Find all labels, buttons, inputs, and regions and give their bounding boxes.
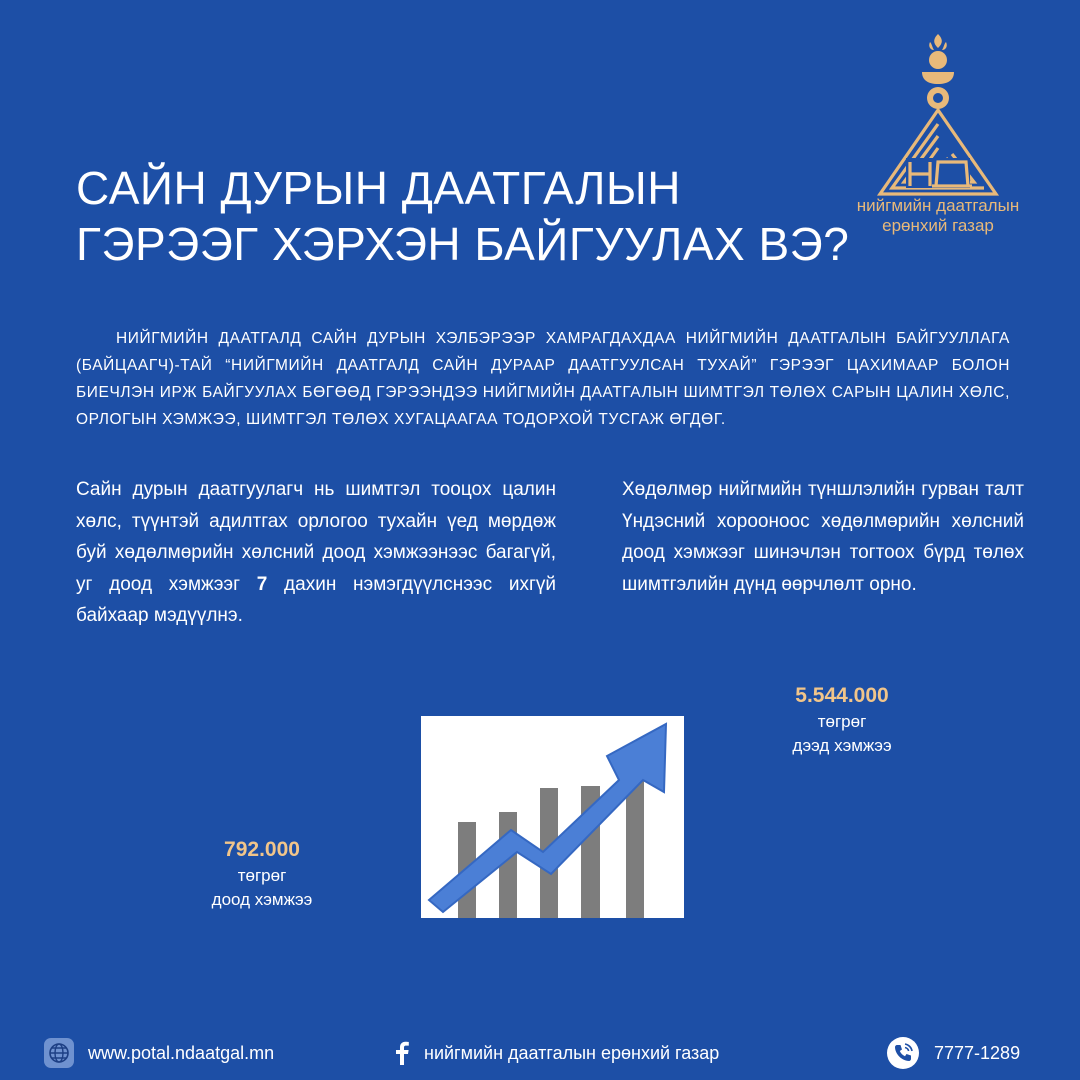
- phone-icon: [886, 1036, 920, 1070]
- min-amount-label: доод хэмжээ: [211, 890, 313, 909]
- title-line-2: ГЭРЭЭГ ХЭРХЭН БАЙГУУЛАХ ВЭ?: [76, 218, 850, 270]
- footer-phone-text: 7777-1289: [934, 1042, 1021, 1063]
- min-amount-unit: төгрөг: [237, 866, 287, 885]
- footer-website-link[interactable]: [44, 1026, 274, 1080]
- page-title: [76, 160, 849, 272]
- left-column-text: [76, 474, 556, 632]
- max-amount-unit: төгрөг: [817, 712, 867, 731]
- footer-facebook-text: нийгмийн даатгалын ерөнхий газар: [424, 1042, 720, 1063]
- multiplier-number: 7: [256, 573, 268, 595]
- soyombo-logo-icon: [876, 30, 1000, 198]
- left-column-text-end: дахин нэмэгдүүлснээс ихгүй байхаар мэдүүлнэ.: [76, 573, 556, 626]
- max-amount-value: 5.544.000: [795, 684, 889, 707]
- max-amount-stat: [762, 682, 922, 758]
- logo-caption: [838, 196, 1038, 236]
- footer-facebook-link[interactable]: [394, 1026, 719, 1080]
- logo-caption-line-1: нийгмийн даатгалын: [856, 196, 1020, 215]
- left-column-text-start: Сайн дурын даатгуулагч нь шимтгэл тооцох цалин хөлс, түүнтэй адилтгах орлогоо тухайн үед мөрдөж буй хөдөлмөрийн хөлсний доод хэмжээнээс багагүй, уг доод хэмжээг: [76, 479, 556, 595]
- right-column-text: Хөдөлмөр нийгмийн түншлэлийн гурван талт Үндэсний хорооноос хөдөлмөрийн хөлсний доод хэмжээг шинэчлэн тогтоох бүрд төлөх шимтгэлийн дүнд өөрчлөлт орно.: [622, 479, 1024, 595]
- footer-website-text: www.potal.ndaatgal.mn: [88, 1042, 275, 1063]
- title-line-1: САЙН ДУРЫН ДААТГАЛЫН: [76, 162, 681, 214]
- footer-phone-link[interactable]: [886, 1026, 1020, 1080]
- intro-paragraph: НИЙГМИЙН ДААТГАЛД САЙН ДУРЫН ХЭЛБЭРЭЭР ХАМРАГДАХДАА НИЙГМИЙН ДААТГАЛЫН БАЙГУУЛЛАГА (БАЙЦААГЧ)-ТАЙ “НИЙГМИЙН ДААТГАЛД САЙН ДУРААР ДААТГУУЛСАН ТУХАЙ” ГЭРЭЭГ ЦАХИМААР БОЛОН БИЕЧЛЭН ИРЖ БАЙГУУЛАХ БӨГӨӨД ГЭРЭЭНДЭЭ НИЙГМИЙН ДААТГАЛЫН ШИМТГЭЛ ТӨЛӨХ САРЫН ЦАЛИН ХӨЛС, ОРЛОГЫН ХЭМЖЭЭ, ШИМТГЭЛ ТӨЛӨХ ХУГАЦААГАА ТОДОРХОЙ ТУСГАЖ ӨГДӨГ.: [76, 330, 1010, 428]
- globe-icon: [44, 1038, 74, 1068]
- growth-illustration: [421, 716, 684, 918]
- logo-caption-line-2: ерөнхий газар: [882, 216, 994, 235]
- max-amount-label: дээд хэмжээ: [792, 736, 892, 755]
- organization-logo: [838, 30, 1038, 240]
- footer: [0, 1026, 1080, 1080]
- min-amount-value: 792.000: [224, 838, 300, 861]
- min-amount-stat: [182, 836, 342, 912]
- trend-up-arrow-icon: [421, 716, 684, 918]
- facebook-icon: [394, 1041, 410, 1065]
